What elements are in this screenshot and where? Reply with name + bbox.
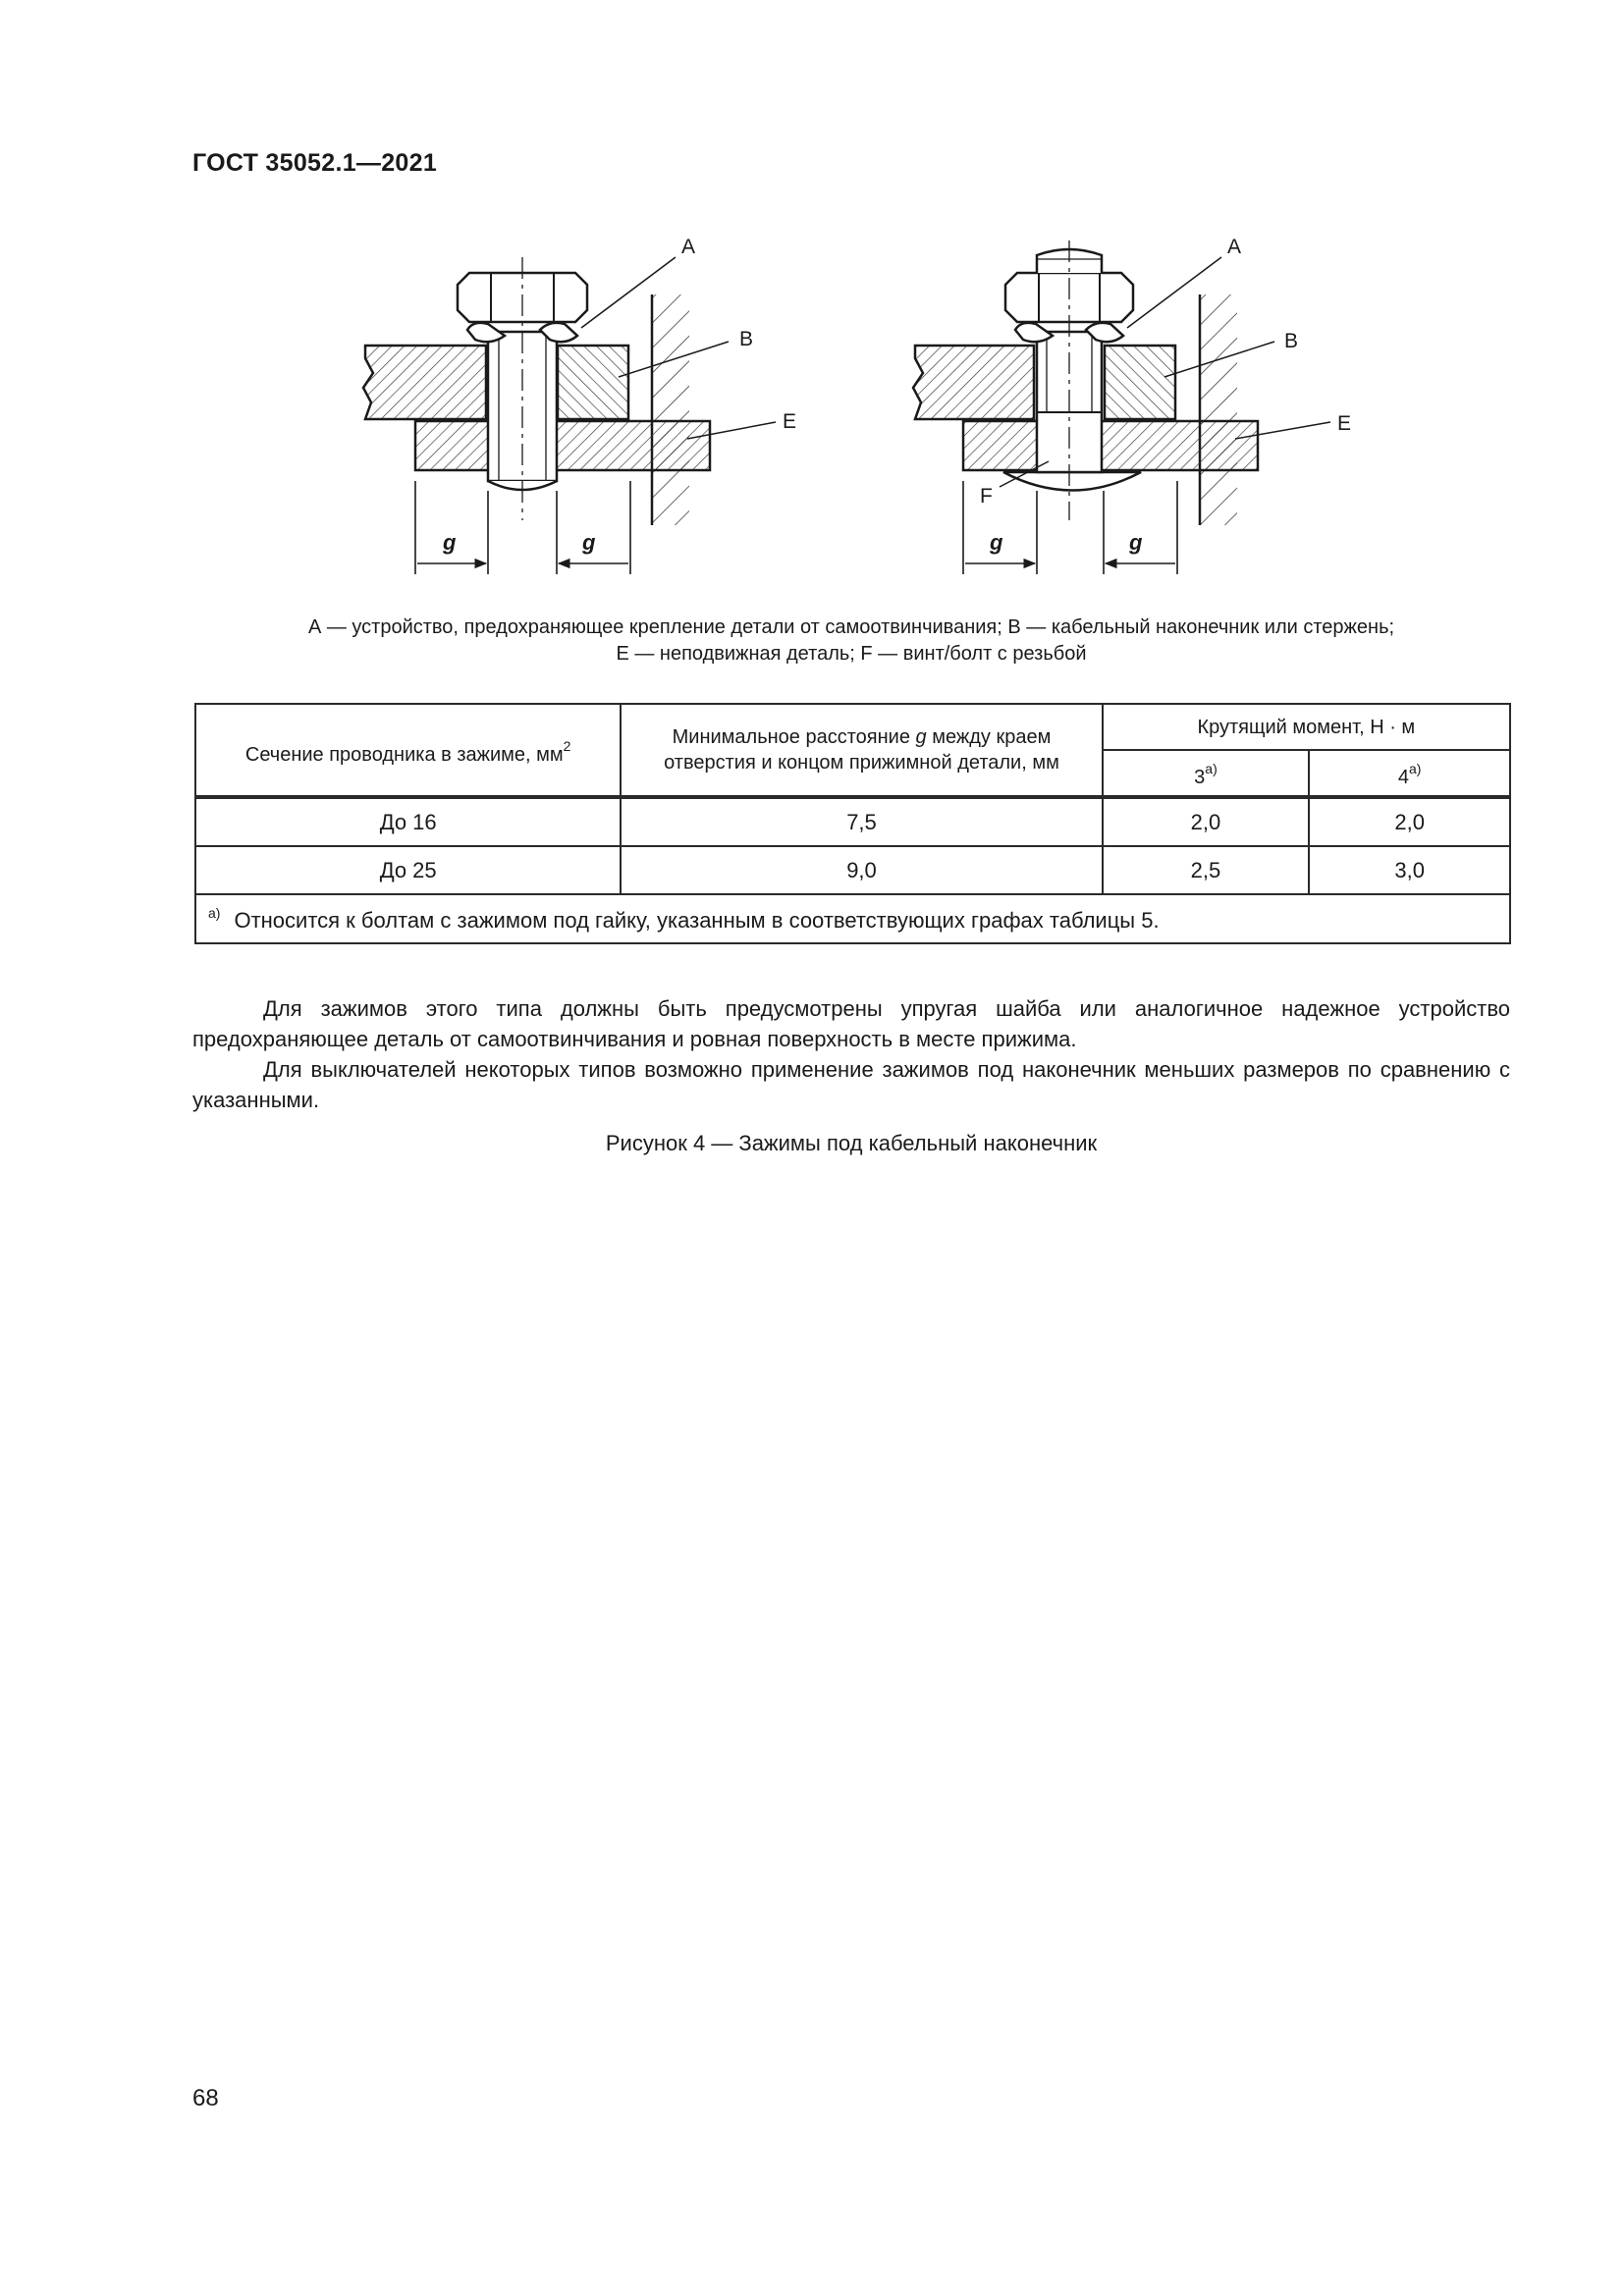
left-fixed-wall <box>652 294 689 525</box>
cell-distance: 9,0 <box>621 846 1102 894</box>
right-label-f: F <box>980 485 993 507</box>
left-spring-washer <box>467 323 505 342</box>
left-label-g2: g <box>582 530 596 555</box>
right-label-e: E <box>1337 412 1352 435</box>
left-drawing <box>363 236 796 574</box>
right-drawing <box>913 236 1351 574</box>
left-fixed-part <box>415 421 710 470</box>
document-header: ГОСТ 35052.1—2021 <box>192 149 438 177</box>
right-label-g1: g <box>990 530 1003 555</box>
right-spring-washer <box>1015 323 1053 342</box>
table-row <box>195 846 1510 894</box>
left-label-g1: g <box>443 530 457 555</box>
cell-torque-4: 2,0 <box>1309 797 1510 846</box>
right-label-a: A <box>1227 236 1242 258</box>
left-label-e: E <box>783 410 797 433</box>
body-text <box>192 993 1510 1115</box>
header-torque: Крутящий момент, Н · м <box>1103 704 1510 750</box>
right-cable-lug <box>913 346 1034 419</box>
legend-line-1: А — устройство, предохраняющее крепление детали от самоотвинчивания; В — кабельный наконечник или стержень; <box>307 616 1395 638</box>
cell-torque-4: 3,0 <box>1309 846 1510 894</box>
header-torque-4: 4$^{a)}$ <box>1309 750 1510 797</box>
paragraph-1: Для зажимов этого типа должны быть предусмотрены упругая шайба или аналогичное надежное устройство предохраняющее деталь от самоотвинчивания и ровная поверхность в месте прижима. <box>192 996 1510 1051</box>
header-min-distance: Минимальное расстояние g между краем отверстия и концом прижимной детали, мм <box>621 704 1102 797</box>
right-fixed-part <box>963 421 1258 470</box>
right-fixed-wall <box>1200 294 1237 525</box>
header-torque-3: 3$^{a)}$ <box>1103 750 1310 797</box>
page-number: 68 <box>192 2085 219 2111</box>
figure-caption: Рисунок 4 — Зажимы под кабельный наконечник <box>605 1131 1098 1155</box>
cell-torque-3: 2,0 <box>1103 797 1310 846</box>
footnote-mark: a) <box>208 904 221 921</box>
table-footnote: $^{a)}$ Относится к болтам с зажимом под гайку, указанным в соответствующих графах таблицы 5. <box>195 894 1510 943</box>
left-cable-lug <box>363 346 486 419</box>
paragraph-2: Для выключателей некоторых типов возможно применение зажимов под наконечник меньших размеров по сравнению с указанными. <box>192 1057 1510 1112</box>
cell-section: До 16 <box>195 797 621 846</box>
cell-torque-3: 2,5 <box>1103 846 1310 894</box>
terminal-table <box>194 703 1511 944</box>
left-label-b: B <box>739 328 754 350</box>
terminal-figure <box>0 0 1624 609</box>
cell-section: До 25 <box>195 846 621 894</box>
legend-line-2: Е — неподвижная деталь; F — винт/болт с резьбой <box>616 643 1087 665</box>
right-label-g2: g <box>1129 530 1143 555</box>
figure-legend <box>192 614 1510 667</box>
right-label-b: B <box>1284 330 1299 352</box>
table-row <box>195 797 1510 846</box>
cell-distance: 7,5 <box>621 797 1102 846</box>
header-conductor-section: Сечение проводника в зажиме, $мм^2$ <box>195 704 621 797</box>
left-label-a: A <box>681 236 696 258</box>
